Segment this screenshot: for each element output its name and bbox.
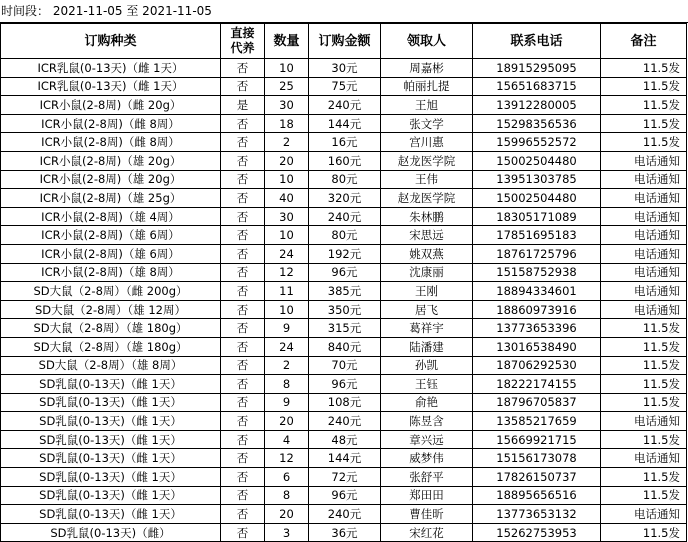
- cell-qty[interactable]: 6: [265, 468, 309, 487]
- cell-phone[interactable]: 13585217659: [473, 412, 601, 431]
- cell-remark[interactable]: 电话通知: [601, 282, 687, 301]
- table-row[interactable]: [1, 337, 687, 356]
- cell-substitute[interactable]: 否: [221, 375, 265, 394]
- cell-qty[interactable]: 11: [265, 282, 309, 301]
- cell-receiver[interactable]: 赵龙医学院: [381, 189, 473, 208]
- table-row[interactable]: [1, 226, 687, 245]
- cell-type[interactable]: SD乳鼠(0-13天)（雌 1天）: [1, 393, 221, 412]
- cell-amount[interactable]: 96元: [309, 375, 381, 394]
- cell-type[interactable]: ICR小鼠(2-8周)（雄 20g）: [1, 151, 221, 170]
- cell-qty[interactable]: 20: [265, 412, 309, 431]
- cell-phone[interactable]: 13016538490: [473, 337, 601, 356]
- cell-qty[interactable]: 24: [265, 337, 309, 356]
- cell-phone[interactable]: 15002504480: [473, 189, 601, 208]
- cell-receiver[interactable]: 葛祥宇: [381, 319, 473, 338]
- cell-qty[interactable]: 12: [265, 449, 309, 468]
- cell-receiver[interactable]: 王旭: [381, 96, 473, 115]
- table-row[interactable]: [1, 430, 687, 449]
- cell-qty[interactable]: 30: [265, 207, 309, 226]
- cell-phone[interactable]: 13773653396: [473, 319, 601, 338]
- cell-remark[interactable]: 电话通知: [601, 244, 687, 263]
- cell-qty[interactable]: 2: [265, 133, 309, 152]
- cell-amount[interactable]: 36元: [309, 523, 381, 542]
- cell-substitute[interactable]: 否: [221, 263, 265, 282]
- table-row[interactable]: [1, 282, 687, 301]
- cell-type[interactable]: SD乳鼠(0-13天)（雌 1天）: [1, 375, 221, 394]
- cell-remark[interactable]: 11.5发: [601, 319, 687, 338]
- cell-phone[interactable]: 18706292530: [473, 356, 601, 375]
- cell-phone[interactable]: 13951303785: [473, 170, 601, 189]
- cell-type[interactable]: SD大鼠（2-8周）（雄 180g）: [1, 337, 221, 356]
- cell-receiver[interactable]: 姚双燕: [381, 244, 473, 263]
- order-table: [0, 23, 687, 542]
- table-row[interactable]: [1, 412, 687, 431]
- cell-type[interactable]: ICR小鼠(2-8周)（雌 8周）: [1, 114, 221, 133]
- table-row[interactable]: [1, 77, 687, 96]
- cell-substitute[interactable]: 否: [221, 449, 265, 468]
- cell-amount[interactable]: 840元: [309, 337, 381, 356]
- cell-receiver[interactable]: 张舒平: [381, 468, 473, 487]
- cell-amount[interactable]: 240元: [309, 505, 381, 524]
- table-row[interactable]: [1, 375, 687, 394]
- cell-qty[interactable]: 9: [265, 393, 309, 412]
- cell-receiver[interactable]: 赵龙医学院: [381, 151, 473, 170]
- cell-remark[interactable]: 11.5发: [601, 375, 687, 394]
- cell-type[interactable]: SD大鼠（2-8周）（雄 180g）: [1, 319, 221, 338]
- cell-substitute[interactable]: 否: [221, 244, 265, 263]
- table-row[interactable]: [1, 468, 687, 487]
- cell-amount[interactable]: 240元: [309, 96, 381, 115]
- cell-substitute[interactable]: 否: [221, 114, 265, 133]
- header-phone[interactable]: 联系电话: [473, 24, 601, 59]
- cell-qty[interactable]: 4: [265, 430, 309, 449]
- cell-substitute[interactable]: 否: [221, 486, 265, 505]
- cell-receiver[interactable]: 宋红花: [381, 523, 473, 542]
- cell-substitute[interactable]: 否: [221, 523, 265, 542]
- cell-qty[interactable]: 10: [265, 300, 309, 319]
- cell-phone[interactable]: 18894334601: [473, 282, 601, 301]
- cell-remark[interactable]: 电话通知: [601, 207, 687, 226]
- cell-substitute[interactable]: 否: [221, 337, 265, 356]
- cell-substitute[interactable]: 否: [221, 226, 265, 245]
- cell-receiver[interactable]: 孙凯: [381, 356, 473, 375]
- cell-amount[interactable]: 72元: [309, 468, 381, 487]
- cell-receiver[interactable]: 沈康丽: [381, 263, 473, 282]
- cell-phone[interactable]: 15262753953: [473, 523, 601, 542]
- cell-receiver[interactable]: 王刚: [381, 282, 473, 301]
- cell-type[interactable]: SD乳鼠(0-13天)（雌）: [1, 523, 221, 542]
- table-row[interactable]: [1, 356, 687, 375]
- table-row[interactable]: [1, 96, 687, 115]
- cell-substitute[interactable]: 否: [221, 207, 265, 226]
- cell-type[interactable]: SD乳鼠(0-13天)（雌 1天）: [1, 505, 221, 524]
- cell-remark[interactable]: 11.5发: [601, 77, 687, 96]
- cell-receiver[interactable]: 王钰: [381, 375, 473, 394]
- cell-remark[interactable]: 11.5发: [601, 523, 687, 542]
- cell-type[interactable]: ICR小鼠(2-8周)（雄 8周）: [1, 263, 221, 282]
- table-row[interactable]: [1, 319, 687, 338]
- table-row[interactable]: [1, 393, 687, 412]
- cell-qty[interactable]: 20: [265, 505, 309, 524]
- table-header-row: [1, 24, 687, 59]
- header-qty[interactable]: 数量: [265, 24, 309, 59]
- cell-phone[interactable]: 13773653132: [473, 505, 601, 524]
- cell-amount[interactable]: 108元: [309, 393, 381, 412]
- cell-qty[interactable]: 25: [265, 77, 309, 96]
- cell-receiver[interactable]: 郑田田: [381, 486, 473, 505]
- cell-amount[interactable]: 350元: [309, 300, 381, 319]
- cell-substitute[interactable]: 否: [221, 356, 265, 375]
- cell-amount[interactable]: 192元: [309, 244, 381, 263]
- cell-phone[interactable]: 15002504480: [473, 151, 601, 170]
- table-row[interactable]: [1, 151, 687, 170]
- cell-remark[interactable]: 11.5发: [601, 468, 687, 487]
- table-row[interactable]: [1, 189, 687, 208]
- cell-qty[interactable]: 8: [265, 375, 309, 394]
- cell-qty[interactable]: 10: [265, 226, 309, 245]
- cell-phone[interactable]: 15156173078: [473, 449, 601, 468]
- cell-type[interactable]: ICR小鼠(2-8周)（雌 8周）: [1, 133, 221, 152]
- cell-phone[interactable]: 17826150737: [473, 468, 601, 487]
- cell-qty[interactable]: 2: [265, 356, 309, 375]
- cell-remark[interactable]: 11.5发: [601, 337, 687, 356]
- cell-amount[interactable]: 160元: [309, 151, 381, 170]
- table-row[interactable]: [1, 449, 687, 468]
- cell-phone[interactable]: 18915295095: [473, 59, 601, 78]
- cell-qty[interactable]: 8: [265, 486, 309, 505]
- cell-phone[interactable]: 17851695183: [473, 226, 601, 245]
- cell-remark[interactable]: 11.5发: [601, 59, 687, 78]
- cell-remark[interactable]: 电话通知: [601, 449, 687, 468]
- cell-type[interactable]: SD乳鼠(0-13天)（雌 1天）: [1, 468, 221, 487]
- cell-qty[interactable]: 40: [265, 189, 309, 208]
- header-substitute[interactable]: [221, 24, 265, 59]
- table-row[interactable]: [1, 244, 687, 263]
- cell-substitute[interactable]: 否: [221, 170, 265, 189]
- cell-remark[interactable]: 电话通知: [601, 412, 687, 431]
- cell-amount[interactable]: 315元: [309, 319, 381, 338]
- cell-phone[interactable]: 15298356536: [473, 114, 601, 133]
- cell-receiver[interactable]: 威梦伟: [381, 449, 473, 468]
- cell-type[interactable]: ICR小鼠(2-8周)（雄 4周）: [1, 207, 221, 226]
- cell-receiver[interactable]: 张文学: [381, 114, 473, 133]
- cell-qty[interactable]: 10: [265, 59, 309, 78]
- cell-receiver[interactable]: 章兴远: [381, 430, 473, 449]
- cell-phone[interactable]: 18305171089: [473, 207, 601, 226]
- cell-substitute[interactable]: 否: [221, 505, 265, 524]
- cell-type[interactable]: ICR乳鼠(0-13天)（雌 1天）: [1, 77, 221, 96]
- cell-amount[interactable]: 240元: [309, 412, 381, 431]
- cell-remark[interactable]: 11.5发: [601, 133, 687, 152]
- cell-substitute[interactable]: 否: [221, 189, 265, 208]
- cell-amount[interactable]: 70元: [309, 356, 381, 375]
- cell-substitute[interactable]: 否: [221, 468, 265, 487]
- cell-receiver[interactable]: 陈昱含: [381, 412, 473, 431]
- cell-amount[interactable]: 96元: [309, 263, 381, 282]
- cell-type[interactable]: SD大鼠（2-8周）（雄 8周）: [1, 356, 221, 375]
- cell-qty[interactable]: 18: [265, 114, 309, 133]
- table-row[interactable]: [1, 263, 687, 282]
- cell-substitute[interactable]: 是: [221, 96, 265, 115]
- cell-phone[interactable]: 15996552572: [473, 133, 601, 152]
- header-type[interactable]: 订购种类: [1, 24, 221, 59]
- cell-type[interactable]: ICR小鼠(2-8周)（雄 6周）: [1, 226, 221, 245]
- cell-receiver[interactable]: 王伟: [381, 170, 473, 189]
- table-row[interactable]: [1, 59, 687, 78]
- cell-qty[interactable]: 12: [265, 263, 309, 282]
- cell-remark[interactable]: 电话通知: [601, 226, 687, 245]
- cell-receiver[interactable]: 周嘉彬: [381, 59, 473, 78]
- cell-substitute[interactable]: 否: [221, 300, 265, 319]
- table-row[interactable]: [1, 207, 687, 226]
- cell-qty[interactable]: 10: [265, 170, 309, 189]
- cell-remark[interactable]: 电话通知: [601, 263, 687, 282]
- header-amount[interactable]: 订购金额: [309, 24, 381, 59]
- cell-substitute[interactable]: 否: [221, 133, 265, 152]
- cell-type[interactable]: SD乳鼠(0-13天)（雌 1天）: [1, 449, 221, 468]
- cell-type[interactable]: ICR小鼠(2-8周)（雌 20g）: [1, 96, 221, 115]
- cell-substitute[interactable]: 否: [221, 59, 265, 78]
- table-row[interactable]: [1, 523, 687, 542]
- cell-receiver[interactable]: 宋思远: [381, 226, 473, 245]
- cell-substitute[interactable]: 否: [221, 151, 265, 170]
- cell-qty[interactable]: 3: [265, 523, 309, 542]
- cell-phone[interactable]: 18895656516: [473, 486, 601, 505]
- cell-qty[interactable]: 9: [265, 319, 309, 338]
- cell-phone[interactable]: 18761725796: [473, 244, 601, 263]
- cell-amount[interactable]: 96元: [309, 486, 381, 505]
- cell-qty[interactable]: 30: [265, 96, 309, 115]
- cell-amount[interactable]: 240元: [309, 207, 381, 226]
- cell-substitute[interactable]: 否: [221, 77, 265, 96]
- cell-substitute[interactable]: 否: [221, 319, 265, 338]
- cell-type[interactable]: SD乳鼠(0-13天)（雌 1天）: [1, 412, 221, 431]
- cell-type[interactable]: SD乳鼠(0-13天)（雌 1天）: [1, 430, 221, 449]
- cell-type[interactable]: ICR乳鼠(0-13天)（雌 1天）: [1, 59, 221, 78]
- cell-remark[interactable]: 11.5发: [601, 430, 687, 449]
- cell-type[interactable]: ICR小鼠(2-8周)（雄 20g）: [1, 170, 221, 189]
- cell-receiver[interactable]: 俞艳: [381, 393, 473, 412]
- cell-remark[interactable]: 电话通知: [601, 170, 687, 189]
- cell-qty[interactable]: 24: [265, 244, 309, 263]
- cell-type[interactable]: ICR小鼠(2-8周)（雄 6周）: [1, 244, 221, 263]
- cell-remark[interactable]: 11.5发: [601, 486, 687, 505]
- cell-type[interactable]: SD大鼠（2-8周）（雄 12周）: [1, 300, 221, 319]
- cell-remark[interactable]: 11.5发: [601, 356, 687, 375]
- cell-type[interactable]: ICR小鼠(2-8周)（雄 25g）: [1, 189, 221, 208]
- cell-substitute[interactable]: 否: [221, 393, 265, 412]
- cell-amount[interactable]: 385元: [309, 282, 381, 301]
- cell-phone[interactable]: 15158752938: [473, 263, 601, 282]
- cell-amount[interactable]: 80元: [309, 226, 381, 245]
- cell-remark[interactable]: 11.5发: [601, 114, 687, 133]
- cell-substitute[interactable]: 否: [221, 282, 265, 301]
- cell-amount[interactable]: 30元: [309, 59, 381, 78]
- cell-remark[interactable]: 电话通知: [601, 189, 687, 208]
- cell-receiver[interactable]: 陆潘建: [381, 337, 473, 356]
- cell-remark[interactable]: 11.5发: [601, 96, 687, 115]
- table-row[interactable]: [1, 133, 687, 152]
- cell-phone[interactable]: 18860973916: [473, 300, 601, 319]
- cell-substitute[interactable]: 否: [221, 430, 265, 449]
- cell-phone[interactable]: 13912280005: [473, 96, 601, 115]
- time-period-label: 时间段： 2021-11-05 至 2021-11-05: [0, 0, 688, 23]
- cell-amount[interactable]: 75元: [309, 77, 381, 96]
- cell-type[interactable]: SD乳鼠(0-13天)（雌 1天）: [1, 486, 221, 505]
- cell-remark[interactable]: 11.5发: [601, 393, 687, 412]
- cell-remark[interactable]: 电话通知: [601, 505, 687, 524]
- cell-receiver[interactable]: 帕丽扎提: [381, 77, 473, 96]
- header-receiver[interactable]: 领取人: [381, 24, 473, 59]
- cell-amount[interactable]: 144元: [309, 449, 381, 468]
- table-row[interactable]: [1, 300, 687, 319]
- cell-phone[interactable]: 15669921715: [473, 430, 601, 449]
- cell-amount[interactable]: 144元: [309, 114, 381, 133]
- cell-receiver[interactable]: 居飞: [381, 300, 473, 319]
- cell-qty[interactable]: 20: [265, 151, 309, 170]
- header-remark[interactable]: 备注: [601, 24, 687, 59]
- table-row[interactable]: [1, 170, 687, 189]
- cell-remark[interactable]: 电话通知: [601, 151, 687, 170]
- cell-substitute[interactable]: 否: [221, 412, 265, 431]
- cell-receiver[interactable]: 曹佳昕: [381, 505, 473, 524]
- cell-phone[interactable]: 18796705837: [473, 393, 601, 412]
- cell-receiver[interactable]: 朱林鹏: [381, 207, 473, 226]
- header-substitute-text: 直接 代养: [230, 26, 255, 55]
- cell-phone[interactable]: 15651683715: [473, 77, 601, 96]
- cell-amount[interactable]: 16元: [309, 133, 381, 152]
- cell-type[interactable]: SD大鼠（2-8周）（雌 200g）: [1, 282, 221, 301]
- table-row[interactable]: [1, 486, 687, 505]
- cell-receiver[interactable]: 宫川惠: [381, 133, 473, 152]
- table-row[interactable]: [1, 114, 687, 133]
- cell-remark[interactable]: 电话通知: [601, 300, 687, 319]
- cell-amount[interactable]: 48元: [309, 430, 381, 449]
- cell-amount[interactable]: 80元: [309, 170, 381, 189]
- cell-amount[interactable]: 320元: [309, 189, 381, 208]
- table-body: [1, 59, 687, 542]
- cell-phone[interactable]: 18222174155: [473, 375, 601, 394]
